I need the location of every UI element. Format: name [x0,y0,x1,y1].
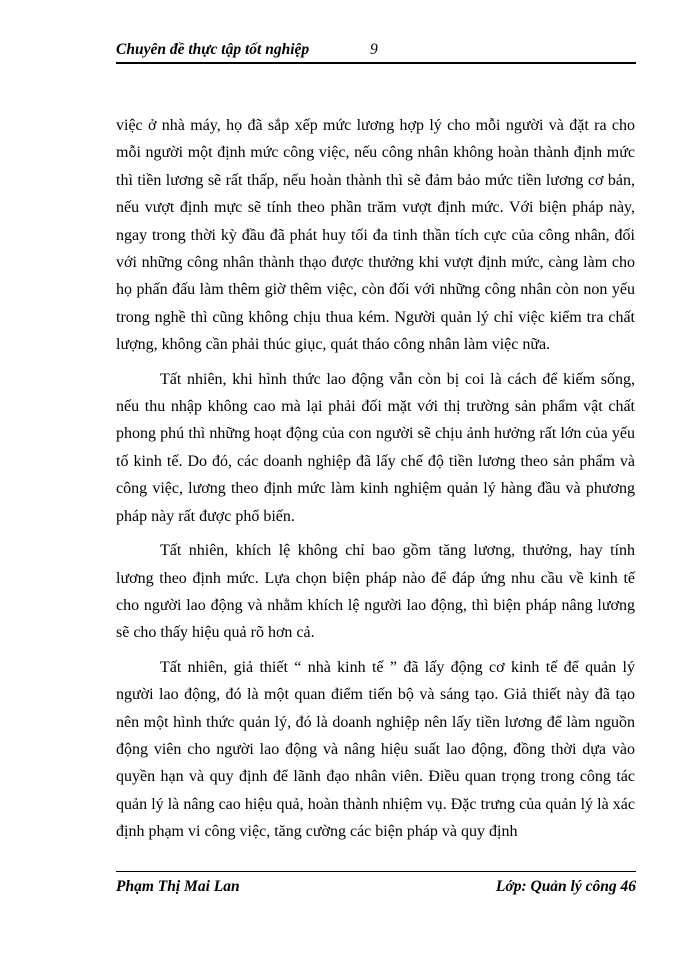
paragraph-3: Tất nhiên, khích lệ không chỉ bao gồm tăng lương, thưởng, hay tính lương theo định mức. Lựa chọn biện pháp nào để đáp ứng nhu cầu về kinh tế cho người lao động và nhằm khích lệ người lao động, thì biện pháp nâng lương sẽ cho thấy hiệu quả rõ hơn cả. [116,542,635,642]
page-footer [116,871,636,898]
page-number: 9 [370,41,378,58]
paragraph-4: Tất nhiên, giả thiết “ nhà kinh tế ” đã lấy động cơ kinh tế để quản lý người lao động, đó là một quan điểm tiến bộ và sáng tạo. Giả thiết này đã tạo nên một hình thức quản lý, đó là doanh nghiệp nên lấy tiền lương để làm nguồn động viên cho người lao động và nâng hiệu suất lao động, đồng thời dựa vào quyền hạn và quy định để lãnh đạo nhân viên. Điều quan trọng trong công tác quản lý là nâng cao hiệu quả, hoàn thành nhiệm vụ. Đặc trưng của quản lý là xác định phạm vi công việc, tăng cường các biện pháp và quy định [116,658,635,841]
footer-class-label: Lớp: Quản lý công 46 [495,878,636,895]
header-title: Chuyên đề thực tập tốt nghiệp [116,41,310,58]
body-text [116,112,635,846]
page-header [116,40,636,64]
paragraph-1: việc ở nhà máy, họ đã sắp xếp mức lương hợp lý cho mỗi người và đặt ra cho mỗi người một định mức công việc, nếu công nhân không hoàn thành định mức thì tiền lương sẽ rất thấp, nếu hoàn thành thì sẽ đảm bảo mức tiền lương cơ bản, nếu vượt định mực sẽ tính theo phần trăm vượt định mức. Với biện pháp này, ngay trong thời kỳ đầu đã phát huy tối đa tinh thần tích cực của công nhân, đối với những công nhân thành thạo được thưởng khi vượt định mức, càng làm cho họ phấn đấu làm thêm giờ thêm việc, còn đối với những công nhân còn non yếu trong nghề thì cũng không chịu thua kém. Người quản lý chỉ việc kiểm tra chất lượng, không cần phải thúc giục, quát tháo công nhân làm việc nữa. [116,117,635,354]
paragraph-2: Tất nhiên, khi hình thức lao động vẫn còn bị coi là cách để kiếm sống, nếu thu nhập không cao mà lại phải đối mặt với thị trường sản phẩm vật chất phong phú thì những hoạt động của con người sẽ chịu ảnh hưởng rất lớn của yếu tố kinh tế. Do đó, các doanh nghiệp đã lấy chế độ tiền lương theo sản phẩm và công việc, lương theo định mức làm kinh nghiệm quản lý hàng đầu và phương pháp này rất được phổ biến. [116,370,635,525]
footer-author: Phạm Thị Mai Lan [116,878,240,895]
